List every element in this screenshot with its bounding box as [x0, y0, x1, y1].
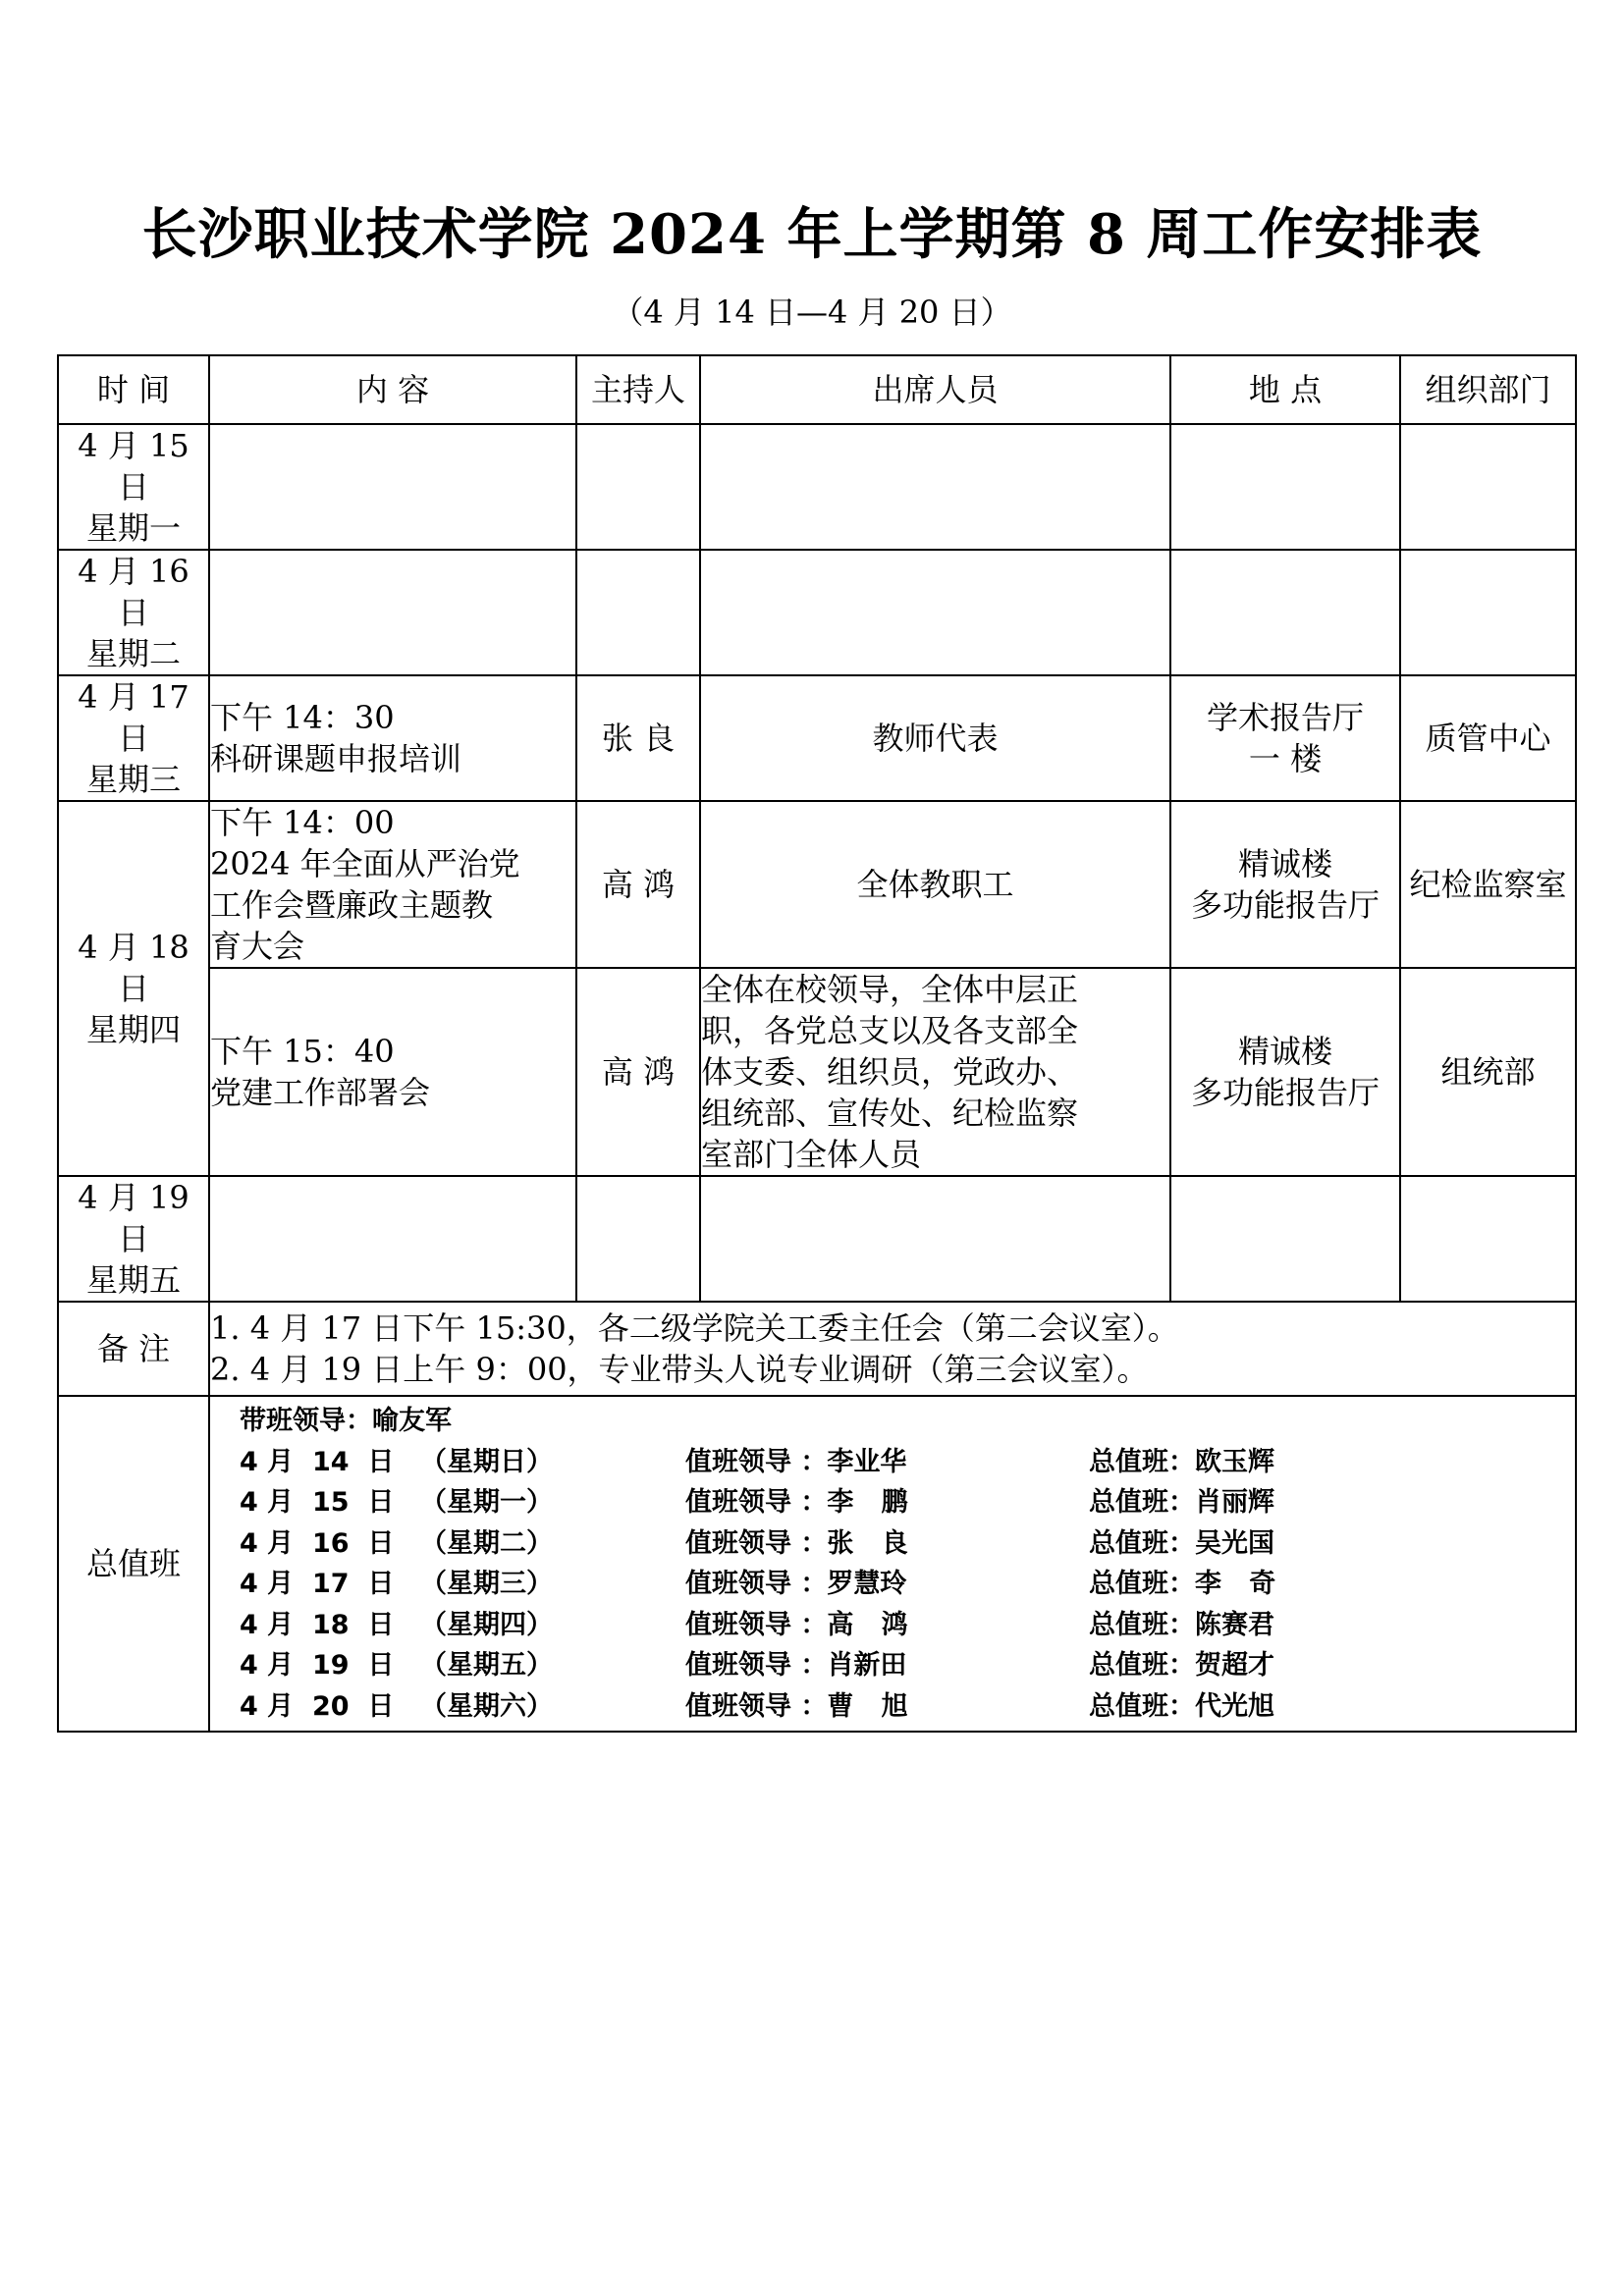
attendees-line: 全体在校领导，全体中层正	[701, 971, 1079, 1008]
header-dept: 组织部门	[1400, 355, 1576, 424]
event-title-line: 育大会	[210, 928, 305, 965]
attendees-cell	[700, 424, 1170, 550]
duty-leader: 值班领导 ：李 鹏	[685, 1487, 908, 1518]
event-time: 下午 14：30	[210, 699, 395, 736]
location-line: 多功能报告厅	[1190, 886, 1380, 924]
date-text: 4 月 18 日	[78, 929, 189, 1007]
location-line: 精诚楼	[1237, 1033, 1332, 1070]
weekday-text: 星期一	[85, 509, 181, 547]
duty-weekday: （星期二）	[420, 1527, 553, 1559]
duty-chief: 总值班：肖丽辉	[1089, 1487, 1274, 1518]
header-location: 地 点	[1170, 355, 1400, 424]
content-cell	[209, 968, 576, 1176]
table-row	[58, 1176, 1576, 1302]
attendees-line: 体支委、组织员，党政办、	[701, 1053, 1079, 1091]
content-cell	[209, 424, 576, 550]
location-cell	[1170, 968, 1400, 1176]
attendees-cell	[700, 1176, 1170, 1302]
duty-list	[210, 1442, 1575, 1728]
duty-date: 4 月 15 日	[240, 1487, 395, 1518]
duty-roster-row	[210, 1686, 1575, 1728]
attendees-cell	[700, 968, 1170, 1176]
location-line: 学术报告厅	[1206, 699, 1364, 736]
duty-lead-leader: 带班领导：喻友军	[240, 1406, 452, 1436]
attendees-line: 组统部、宣传处、纪检监察	[701, 1095, 1079, 1132]
dept-cell	[1400, 550, 1576, 675]
host-cell	[576, 1176, 700, 1302]
duty-leader: 值班领导 ：张 良	[685, 1527, 908, 1559]
duty-cell	[209, 1396, 1576, 1732]
attendees-cell	[700, 550, 1170, 675]
table-row	[58, 424, 1576, 550]
host-cell: 高 鸿	[576, 968, 700, 1176]
location-cell	[1170, 801, 1400, 968]
date-text: 4 月 19 日	[78, 1179, 189, 1257]
location-cell	[1170, 424, 1400, 550]
attendees-cell: 全体教职工	[700, 801, 1170, 968]
weekday-text: 星期二	[85, 635, 181, 672]
page-title: 长沙职业技术学院 2024 年上学期第 8 周工作安排表	[141, 202, 1483, 267]
dept-cell	[1400, 1176, 1576, 1302]
duty-leader: 值班领导 ：曹 旭	[685, 1690, 908, 1722]
table-row	[58, 968, 1576, 1176]
dept-cell: 质管中心	[1400, 675, 1576, 801]
date-text: 4 月 16 日	[78, 553, 189, 631]
duty-roster-row	[210, 1482, 1575, 1523]
date-text: 4 月 15 日	[78, 427, 189, 506]
notes-row	[58, 1302, 1576, 1396]
duty-chief: 总值班：李 奇	[1089, 1569, 1276, 1599]
attendees-line: 室部门全体人员	[701, 1136, 922, 1173]
date-cell	[58, 424, 209, 550]
attendees-cell: 教师代表	[700, 675, 1170, 801]
location-line: 多功能报告厅	[1190, 1074, 1380, 1111]
event-title: 科研课题申报培训	[210, 740, 462, 777]
header-attendees: 出席人员	[700, 355, 1170, 424]
header-time: 时 间	[58, 355, 209, 424]
table-row	[58, 550, 1576, 675]
dept-cell	[1400, 424, 1576, 550]
table-row	[58, 801, 1576, 968]
date-range-subtitle: （4 月 14 日—4 月 20 日）	[612, 294, 1012, 331]
location-line: 一 楼	[1248, 740, 1323, 777]
duty-date: 4 月 16 日	[240, 1527, 395, 1559]
location-cell	[1170, 675, 1400, 801]
duty-weekday: （星期一）	[420, 1487, 553, 1518]
host-cell	[576, 424, 700, 550]
content-cell	[209, 801, 576, 968]
duty-roster-row	[210, 1605, 1575, 1646]
duty-weekday: （星期六）	[420, 1690, 553, 1722]
host-cell: 张 良	[576, 675, 700, 801]
duty-leader: 值班领导 ：高 鸿	[685, 1609, 908, 1640]
header-content: 内 容	[209, 355, 576, 424]
note-item: 1. 4 月 17 日下午 15:30，各二级学院关工委主任会（第二会议室）。	[210, 1309, 1179, 1347]
duty-chief: 总值班：贺超才	[1089, 1650, 1274, 1681]
event-title-line: 2024 年全面从严治党	[210, 845, 520, 882]
duty-leader: 值班领导 ：罗慧玲	[685, 1569, 907, 1599]
weekday-text: 星期三	[85, 761, 181, 798]
duty-leader: 值班领导 ：肖新田	[685, 1650, 907, 1681]
event-title-line: 工作会暨廉政主题教	[210, 886, 494, 924]
duty-roster-row	[210, 1564, 1575, 1605]
date-cell	[58, 801, 209, 1176]
location-cell	[1170, 1176, 1400, 1302]
host-cell	[576, 550, 700, 675]
duty-roster-row	[210, 1645, 1575, 1686]
notes-cell	[209, 1302, 1576, 1396]
duty-weekday: （星期日）	[420, 1446, 553, 1477]
dept-cell: 组统部	[1400, 968, 1576, 1176]
table-row	[58, 675, 1576, 801]
host-cell: 高 鸿	[576, 801, 700, 968]
location-line: 精诚楼	[1237, 845, 1332, 882]
content-cell	[209, 1176, 576, 1302]
duty-chief: 总值班：代光旭	[1089, 1690, 1274, 1722]
duty-row	[58, 1396, 1576, 1732]
duty-date: 4 月 20 日	[240, 1690, 395, 1722]
duty-date: 4 月 17 日	[240, 1569, 395, 1599]
duty-roster-row	[210, 1523, 1575, 1565]
location-cell	[1170, 550, 1400, 675]
duty-chief: 总值班：欧玉辉	[1089, 1446, 1274, 1477]
date-text: 4 月 17 日	[78, 678, 189, 757]
note-item: 2. 4 月 19 日上午 9：00，专业带头人说专业调研（第三会议室）。	[210, 1351, 1149, 1388]
duty-chief: 总值班：陈赛君	[1089, 1609, 1274, 1640]
notes-label: 备 注	[58, 1302, 209, 1396]
weekday-text: 星期四	[85, 1011, 181, 1048]
duty-date: 4 月 19 日	[240, 1650, 395, 1681]
schedule-table	[57, 354, 1577, 1733]
duty-date: 4 月 18 日	[240, 1609, 395, 1640]
duty-weekday: （星期五）	[420, 1650, 553, 1681]
duty-label: 总值班	[58, 1396, 209, 1732]
date-cell	[58, 550, 209, 675]
content-cell	[209, 550, 576, 675]
date-cell	[58, 1176, 209, 1302]
attendees-line: 职，各党总支以及各支部全	[701, 1012, 1079, 1049]
duty-leader: 值班领导 ：李业华	[685, 1446, 907, 1477]
duty-roster-row	[210, 1442, 1575, 1483]
event-time: 下午 15：40	[210, 1033, 395, 1070]
header-host: 主持人	[576, 355, 700, 424]
weekday-text: 星期五	[85, 1261, 181, 1299]
event-time: 下午 14：00	[210, 804, 395, 841]
date-cell	[58, 675, 209, 801]
duty-chief: 总值班：吴光国	[1089, 1527, 1274, 1559]
duty-weekday: （星期三）	[420, 1569, 553, 1599]
duty-weekday: （星期四）	[420, 1609, 553, 1640]
duty-date: 4 月 14 日	[240, 1446, 395, 1477]
dept-cell: 纪检监察室	[1400, 801, 1576, 968]
header-row	[58, 355, 1576, 424]
content-cell	[209, 675, 576, 801]
event-title: 党建工作部署会	[210, 1074, 431, 1111]
